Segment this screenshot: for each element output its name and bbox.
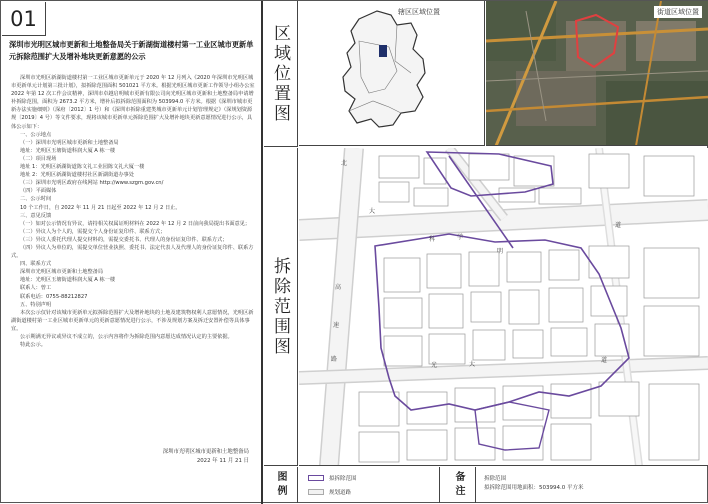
- legend-panel: [300, 467, 440, 503]
- notice-line: （二）异议人为个人的，需提交个人身份证复印件、联系方式；: [20, 228, 166, 235]
- notice-intro: 深圳市光明区新湖街道楼村第一工业区城市更新单元于 2020 年 12 月列入《2020 年深圳市光明区城市更新单元计划第三批计划》，拟拆除范围面积 501021 平方米。根据光明区城市更新工作领导小组办公室 2022 年第 12 次工作会议精神，深圳市卓越启明城市更新有限公司向光明区城市更新和土地整备局申请增补拆除范围，面积为 2673.2 平方米，增补后拟拆除范围面积为 503994.0 平方米。根据《深圳市城市更新办法实施细则》（深府〔2012〕1 号）和《深圳市拆除重建类城市更新单元计划管理规定》（深规划资源规〔2019〕4 号）等文件要求，现将该城市更新单元拆除范围扩大及增补地块更新意愿情况进行公示，具体公示如下：: [11, 75, 255, 130]
- road-label: 高: [335, 284, 342, 291]
- notice-line: （一）如对公示情况有异议，请持相关权属证明材料在 2022 年 12 月 2 日前向我局提出书面意见；: [20, 220, 251, 227]
- notice-line: 深圳市光明区城市更新和土地整备局: [20, 269, 104, 276]
- notice-line: 一、公示地点: [20, 131, 52, 138]
- road-label: 明: [497, 248, 504, 255]
- district-outline-drawing: [299, 1, 485, 146]
- notice-signature: [163, 448, 249, 466]
- road-label: 路: [331, 356, 338, 363]
- road-label: 道: [601, 357, 608, 364]
- road-label: 学: [457, 234, 464, 241]
- road-label: 科: [429, 236, 436, 243]
- notice-line: 地址 1：光明区新湖街道陈文礼工业园陈文礼大厦一楼: [20, 164, 145, 171]
- street-location-map: [486, 1, 708, 146]
- notice-line: 五、特别声明: [20, 301, 52, 308]
- remark-text: 拆除范围 拟拆除范围用地面积：503994.0 平方米: [484, 476, 584, 491]
- notice-line: 四、联系方式: [20, 261, 52, 268]
- panel-number: 01: [2, 2, 46, 36]
- street-map-tag: 街道区域位置: [654, 6, 702, 18]
- map-footer: [264, 467, 708, 503]
- legend-item-road: 规划道路: [308, 488, 351, 496]
- road-label: 大: [469, 361, 476, 368]
- road-label: 光: [431, 362, 438, 369]
- notice-line: （四）异议人为单位的，需提交单位营业执照、委托书、法定代表人及代理人的身份证复印件、联系方式。: [11, 244, 254, 260]
- notice-line: 二、公示时间: [20, 196, 52, 203]
- notice-line: （三）深圳市光明区政府在线网站 http://www.szgm.gov.cn/: [20, 180, 164, 187]
- notice-line: 10 个工作日，自 2022 年 11 月 21 日起至 2022 年 12 月 2 日止。: [20, 204, 181, 211]
- remark-label: 备注: [442, 467, 476, 503]
- notice-line: （二）项目现场: [20, 155, 57, 162]
- notice-text-panel: [1, 1, 263, 504]
- notice-line: 联系人：曾工: [20, 285, 52, 292]
- notice-title: 深圳市光明区城市更新和土地整备局关于新湖街道楼村第一工业区城市更新单元拆除范围扩大及增补地块更新意愿的公示: [9, 40, 254, 61]
- notice-line: 地址 2：光明区新湖街道楼村社区新湖街道办事处: [20, 172, 134, 179]
- road-label: 北: [341, 160, 348, 167]
- notice-line: （四）平面媒体: [20, 188, 57, 195]
- location-map-label: 区域位置图: [264, 1, 298, 147]
- road-swatch-icon: [308, 489, 324, 495]
- demolition-range-map: [299, 148, 708, 466]
- notice-line: 联系电话：0755-88212827: [20, 293, 88, 300]
- district-highlight: [379, 45, 387, 57]
- road-label: 大: [369, 208, 376, 215]
- notice-line: 地址：光明区玉塘街道科润大厦 A 栋一楼: [20, 147, 116, 154]
- satellite-drawing: [486, 1, 708, 146]
- notice-line: 公示期满无异议或异议不成立的，公示内容将作为拆除范围内意愿达成情况认定的主要依据。: [20, 334, 233, 340]
- demolition-map-label: 拆除范围图: [264, 148, 298, 466]
- district-map-tag: 辖区区域位置: [395, 6, 443, 18]
- road-labels: [299, 148, 708, 466]
- road-label: 道: [615, 222, 622, 229]
- legend-item-boundary: 拟拆除范围: [308, 474, 357, 482]
- notice-line: 特此公示。: [20, 342, 46, 349]
- notice-lines: [11, 131, 255, 350]
- notice-line: （三）异议人委托代理人提交材料的，需提交委托书、代理人的身份证复印件、联系方式；: [20, 236, 228, 243]
- signature-org: 深圳市光明区城市更新和土地整备局: [162, 449, 249, 455]
- legend-label: 图例: [264, 467, 298, 503]
- district-location-map: [299, 1, 485, 146]
- notice-line: 三、意见反馈: [20, 212, 52, 219]
- notice-body: [11, 74, 255, 349]
- notice-line: 地址：光明区玉塘街道科润大厦 A 栋一楼: [20, 277, 116, 284]
- boundary-swatch-icon: [308, 475, 324, 481]
- notice-line: 本次公示仅针对该城市更新单元拟拆除范围扩大及增补地块的土地及建筑物权利人意愿情况，光明区新湖街道楼村第一工业区城市更新单元的更新意愿情况进行公示，不涉及规划方案及拆迁安置补偿等具体事宜。: [11, 309, 254, 332]
- signature-date: 2022 年 11 月 21 日: [196, 458, 249, 464]
- notice-line: （一）深圳市光明区城市更新和土地整备局: [20, 139, 119, 146]
- road-label: 速: [333, 322, 340, 329]
